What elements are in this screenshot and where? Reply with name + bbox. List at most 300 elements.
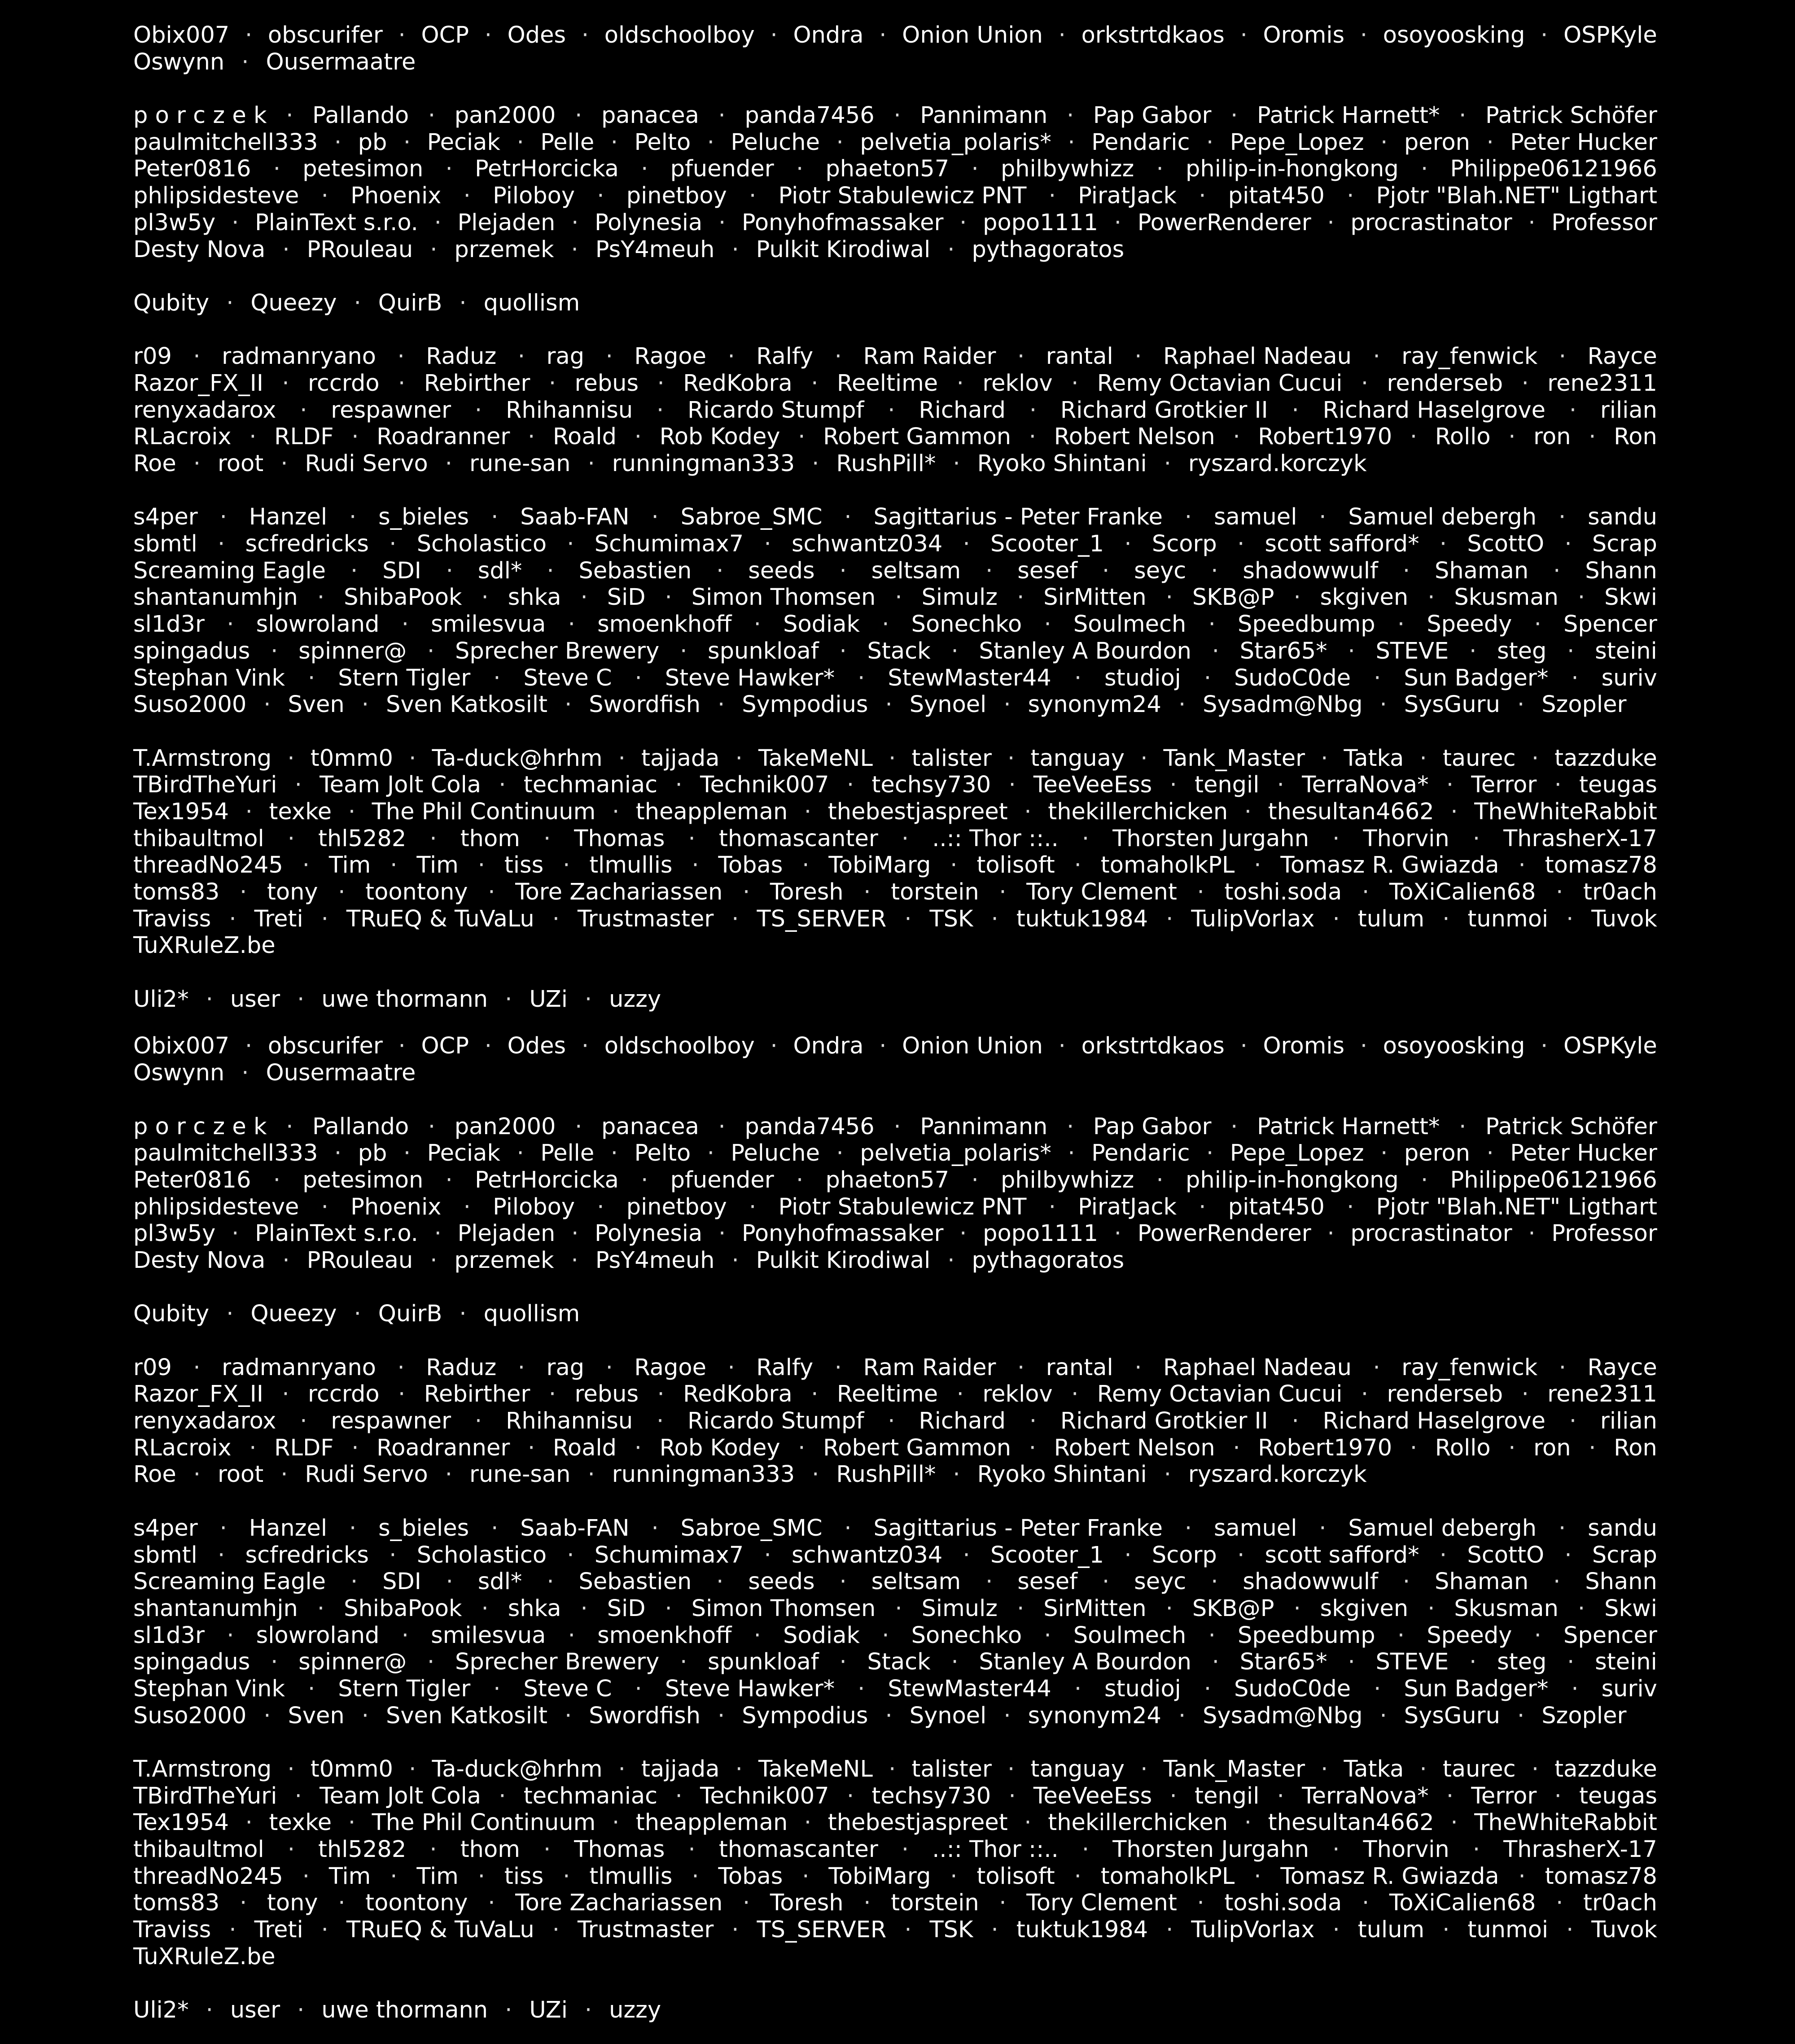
contributor-name: Thorvin: [1363, 825, 1449, 852]
contributor-name: Piotr Stabulewicz PNT: [778, 183, 1027, 210]
contributor-name: TerraNova*: [1302, 772, 1429, 799]
name-separator: ·: [240, 879, 247, 905]
name-separator: ·: [963, 531, 970, 558]
contributor-name: T.Armstrong: [133, 745, 272, 772]
contributor-name: PsY4meuh: [595, 236, 715, 263]
name-separator: ·: [294, 1782, 302, 1809]
name-separator: ·: [1571, 1675, 1579, 1702]
name-separator: ·: [445, 1461, 452, 1488]
contributor-name: QuirB: [378, 289, 442, 316]
name-separator: ·: [445, 156, 453, 183]
contributor-name: tazzduke: [1554, 745, 1657, 772]
name-separator: ·: [1254, 852, 1261, 879]
credits-line: [133, 370, 1657, 397]
name-separator: ·: [1517, 691, 1525, 718]
credits-line: [133, 504, 1657, 531]
name-separator: ·: [481, 584, 489, 611]
name-separator: ·: [1427, 584, 1435, 611]
name-separator: ·: [1321, 1756, 1328, 1782]
contributor-name: synonym24: [1028, 1702, 1161, 1729]
name-separator: ·: [302, 1863, 310, 1890]
name-separator: ·: [953, 1461, 960, 1488]
credits-block: [133, 102, 1657, 263]
contributor-name: Tim: [416, 1863, 459, 1890]
contributor-name: TobiMarg: [828, 852, 931, 879]
name-separator: ·: [459, 1301, 467, 1328]
name-separator: ·: [904, 905, 912, 932]
contributor-name: Scrap: [1592, 1542, 1657, 1568]
name-separator: ·: [568, 611, 575, 638]
name-separator: ·: [1361, 1381, 1369, 1408]
contributor-name: Swordfish: [589, 691, 701, 718]
contributor-name: panda7456: [744, 1113, 875, 1140]
contributor-name: Simulz: [921, 1595, 998, 1622]
contributor-name: RLDF: [274, 424, 334, 450]
credits-block: [133, 1301, 1657, 1328]
name-separator: ·: [901, 1836, 909, 1863]
contributor-name: Pendaric: [1091, 129, 1190, 156]
contributor-name: p o r c z e k: [133, 1113, 267, 1140]
name-separator: ·: [226, 1301, 234, 1328]
contributor-name: Robert1970: [1258, 1434, 1392, 1461]
name-separator: ·: [1024, 1809, 1032, 1836]
credits-line: [133, 1515, 1657, 1542]
name-separator: ·: [1564, 531, 1572, 558]
name-separator: ·: [300, 1408, 307, 1435]
name-separator: ·: [584, 1997, 592, 2024]
name-separator: ·: [273, 156, 280, 183]
name-separator: ·: [707, 1140, 714, 1167]
name-separator: ·: [575, 102, 582, 129]
name-separator: ·: [294, 772, 302, 799]
contributor-name: sl1d3r: [133, 611, 205, 638]
contributor-name: seltsam: [871, 1568, 961, 1595]
contributor-name: Oromis: [1263, 1033, 1345, 1060]
contributor-name: Philippe06121966: [1450, 156, 1657, 183]
contributor-name: tajjada: [641, 745, 720, 772]
contributor-name: Sodiak: [783, 611, 860, 638]
contributor-name: tiss: [504, 852, 544, 879]
name-separator: ·: [1559, 343, 1567, 370]
name-separator: ·: [488, 879, 495, 905]
contributor-name: ray_fenwick: [1401, 343, 1538, 370]
contributor-name: ToXiCalien68: [1389, 1890, 1536, 1917]
contributor-name: Tank_Master: [1163, 745, 1305, 772]
contributor-name: thom: [460, 825, 520, 852]
name-separator: ·: [597, 1193, 604, 1220]
name-separator: ·: [403, 1140, 411, 1167]
contributor-name: StewMaster44: [888, 664, 1051, 691]
credits-line: [133, 1676, 1657, 1703]
name-separator: ·: [488, 1890, 495, 1917]
contributor-name: uzzy: [609, 1997, 661, 2024]
name-separator: ·: [543, 825, 551, 852]
contributor-name: TuXRuleZ.be: [133, 1943, 276, 1970]
contributor-name: philip-in-hongkong: [1186, 1166, 1399, 1193]
contributor-name: SiD: [607, 584, 646, 611]
name-separator: ·: [985, 1568, 993, 1595]
contributor-name: Ryoko Shintani: [977, 450, 1147, 477]
name-separator: ·: [493, 1675, 501, 1702]
name-separator: ·: [971, 156, 979, 183]
contributor-name: Stanley A Bourdon: [979, 1649, 1191, 1676]
credits-line: [133, 852, 1657, 879]
name-separator: ·: [317, 584, 325, 611]
contributor-name: Sebastien: [578, 557, 692, 584]
contributor-name: Ta-duck@hrhm: [432, 1756, 603, 1782]
credits-line: [133, 611, 1657, 638]
contributor-name: seeds: [748, 1568, 815, 1595]
name-separator: ·: [1102, 557, 1110, 584]
contributor-name: SDI: [382, 1568, 421, 1595]
contributor-name: Simon Thomsen: [691, 584, 876, 611]
name-separator: ·: [885, 691, 893, 718]
contributor-name: SysGuru: [1404, 1702, 1500, 1729]
name-separator: ·: [1556, 1890, 1563, 1917]
contributor-name: slowroland: [256, 1622, 380, 1649]
name-separator: ·: [1081, 1836, 1090, 1863]
name-separator: ·: [1017, 1354, 1025, 1381]
name-separator: ·: [517, 1354, 525, 1381]
contributor-name: pythagoratos: [972, 236, 1125, 263]
name-separator: ·: [1212, 638, 1219, 664]
name-separator: ·: [427, 638, 435, 664]
contributor-name: Roe: [133, 1461, 176, 1488]
contributor-name: theappleman: [635, 1809, 788, 1836]
contributor-name: RushPill*: [836, 450, 936, 477]
credits-line: [133, 1381, 1657, 1408]
contributor-name: RushPill*: [836, 1461, 936, 1488]
credits-line: [133, 1568, 1657, 1595]
contributor-name: Oswynn: [133, 48, 225, 75]
contributor-name: steini: [1595, 1649, 1657, 1676]
contributor-name: thebestjaspreet: [827, 798, 1008, 825]
name-separator: ·: [446, 1568, 453, 1595]
name-separator: ·: [477, 1863, 485, 1890]
credits-line: [133, 450, 1657, 477]
credits-line: [133, 1863, 1657, 1890]
contributor-name: pfuender: [670, 1166, 774, 1193]
name-separator: ·: [568, 1622, 575, 1649]
contributor-name: user: [230, 1997, 280, 2024]
name-separator: ·: [836, 129, 844, 156]
name-separator: ·: [226, 289, 234, 316]
contributor-name: ron: [1533, 1434, 1571, 1461]
contributor-name: TBirdTheYuri: [133, 1782, 277, 1809]
contributor-name: pinetboy: [626, 1193, 727, 1220]
contributor-name: Raduz: [426, 1354, 497, 1381]
name-separator: ·: [991, 905, 998, 932]
name-separator: ·: [1029, 424, 1036, 450]
contributor-name: SirMitten: [1043, 1595, 1147, 1622]
contributor-name: Roald: [552, 1434, 617, 1461]
contributor-name: Pelle: [540, 129, 595, 156]
name-separator: ·: [812, 450, 819, 477]
name-separator: ·: [656, 1408, 664, 1435]
name-separator: ·: [885, 1702, 893, 1729]
credits-line: [133, 1247, 1657, 1274]
name-separator: ·: [321, 1193, 328, 1220]
name-separator: ·: [879, 22, 887, 48]
credits-block: [133, 1756, 1657, 1970]
contributor-name: ToXiCalien68: [1389, 879, 1536, 905]
name-separator: ·: [764, 1542, 771, 1568]
name-separator: ·: [1074, 1863, 1081, 1890]
contributor-name: The Phil Continuum: [372, 798, 596, 825]
contributor-name: Skusman: [1454, 1595, 1559, 1622]
name-separator: ·: [718, 691, 725, 718]
contributor-name: Scholastico: [416, 1542, 547, 1568]
contributor-name: rccrdo: [308, 1381, 380, 1408]
name-separator: ·: [587, 1461, 595, 1488]
name-separator: ·: [844, 504, 852, 531]
credits-line: [133, 1301, 1657, 1328]
contributor-name: ryszard.korczyk: [1188, 450, 1367, 477]
name-separator: ·: [587, 450, 595, 477]
name-separator: ·: [991, 1917, 998, 1944]
name-separator: ·: [1347, 183, 1354, 210]
name-separator: ·: [731, 1247, 739, 1274]
contributor-name: Ragoe: [634, 1354, 706, 1381]
contributor-name: PiratJack: [1078, 1193, 1177, 1220]
name-separator: ·: [1332, 905, 1340, 932]
contributor-name: tr0ach: [1583, 1890, 1657, 1917]
name-separator: ·: [263, 691, 271, 718]
contributor-name: Team Jolt Cola: [320, 1782, 481, 1809]
contributor-name: PowerRenderer: [1137, 1220, 1311, 1247]
name-separator: ·: [834, 343, 842, 370]
name-separator: ·: [953, 450, 960, 477]
name-separator: ·: [858, 664, 865, 691]
contributor-name: PsY4meuh: [595, 1247, 715, 1274]
credits-line: [133, 102, 1657, 129]
credits-block: [133, 504, 1657, 718]
name-separator: ·: [249, 424, 257, 450]
name-separator: ·: [901, 825, 909, 852]
name-separator: ·: [351, 1434, 359, 1461]
contributor-name: Rollo: [1435, 424, 1491, 450]
credits-line: [133, 1649, 1657, 1676]
contributor-name: paulmitchell333: [133, 129, 318, 156]
contributor-name: Roadranner: [377, 424, 510, 450]
name-separator: ·: [249, 1434, 257, 1461]
name-separator: ·: [951, 638, 959, 664]
contributor-name: Peter0816: [133, 1166, 251, 1193]
credits-line: [133, 745, 1657, 772]
contributor-name: t0mm0: [310, 1756, 394, 1782]
contributor-name: Richard Grotkier II: [1060, 397, 1268, 424]
name-separator: ·: [229, 905, 236, 932]
contributor-name: scott safford*: [1265, 1542, 1419, 1568]
credits-line: [133, 22, 1657, 49]
name-separator: ·: [1589, 1434, 1596, 1461]
name-separator: ·: [749, 183, 757, 210]
name-separator: ·: [1402, 557, 1410, 584]
name-separator: ·: [350, 1568, 358, 1595]
name-separator: ·: [398, 22, 406, 48]
name-separator: ·: [491, 1515, 499, 1542]
contributor-name: Soulmech: [1073, 611, 1186, 638]
name-separator: ·: [1450, 1809, 1458, 1836]
name-separator: ·: [804, 1809, 812, 1836]
name-separator: ·: [1230, 102, 1238, 129]
contributor-name: Obix007: [133, 1033, 230, 1060]
name-separator: ·: [321, 183, 328, 210]
name-separator: ·: [1556, 879, 1563, 905]
contributor-name: root: [217, 1461, 264, 1488]
contributor-name: SudoC0de: [1234, 1675, 1351, 1702]
name-separator: ·: [1541, 22, 1548, 48]
name-separator: ·: [287, 745, 295, 772]
name-separator: ·: [398, 370, 406, 397]
contributor-name: Pallando: [312, 1113, 409, 1140]
contributor-name: PlainText s.r.o.: [255, 209, 418, 236]
credits-line: [133, 906, 1657, 933]
name-separator: ·: [1029, 1408, 1037, 1435]
name-separator: ·: [742, 1890, 750, 1917]
name-separator: ·: [206, 1997, 213, 2024]
name-separator: ·: [1124, 1542, 1132, 1568]
contributor-name: Raduz: [426, 343, 497, 370]
name-separator: ·: [1469, 638, 1477, 664]
contributor-name: Spencer: [1563, 611, 1657, 638]
name-separator: ·: [665, 1595, 672, 1622]
credits-block: [133, 745, 1657, 960]
contributor-name: Steve Hawker*: [665, 664, 835, 691]
contributor-name: Oswynn: [133, 1060, 225, 1087]
name-separator: ·: [1156, 1166, 1164, 1193]
name-separator: ·: [280, 450, 288, 477]
contributor-name: Rebirther: [424, 370, 530, 397]
contributor-name: teugas: [1579, 772, 1657, 799]
contributor-name: Stack: [867, 638, 931, 664]
name-separator: ·: [1459, 102, 1467, 129]
contributor-name: s4per: [133, 504, 198, 531]
credits-line: [133, 1783, 1657, 1810]
name-separator: ·: [263, 1702, 271, 1729]
name-separator: ·: [403, 129, 411, 156]
name-separator: ·: [605, 343, 613, 370]
contributor-name: torstein: [891, 879, 979, 905]
contributor-name: user: [230, 986, 280, 1013]
name-separator: ·: [1003, 1702, 1011, 1729]
contributor-name: Razor_FX_II: [133, 1381, 263, 1408]
name-separator: ·: [1566, 905, 1574, 932]
contributor-name: sbmtl: [133, 531, 197, 558]
contributor-name: TerraNova*: [1302, 1782, 1429, 1809]
name-separator: ·: [1528, 209, 1536, 236]
contributor-name: Suso2000: [133, 691, 247, 718]
contributor-name: tuktuk1984: [1016, 905, 1148, 932]
name-separator: ·: [1233, 1434, 1240, 1461]
name-separator: ·: [1486, 1140, 1494, 1167]
contributor-name: Remy Octavian Cucui: [1097, 370, 1343, 397]
name-separator: ·: [1319, 504, 1327, 531]
contributor-name: Robert Gammon: [823, 1434, 1011, 1461]
contributor-name: Speedy: [1427, 611, 1512, 638]
contributor-name: PlainText s.r.o.: [255, 1220, 418, 1247]
contributor-name: Synoel: [909, 691, 987, 718]
contributor-name: tony: [267, 879, 318, 905]
contributor-name: Schumimax7: [594, 531, 744, 558]
name-separator: ·: [351, 424, 359, 450]
name-separator: ·: [241, 48, 249, 75]
name-separator: ·: [193, 1354, 201, 1381]
contributor-name: Trustmaster: [577, 1917, 714, 1944]
contributor-name: paulmitchell333: [133, 1140, 318, 1167]
name-separator: ·: [338, 879, 346, 905]
contributor-name: Hanzel: [249, 504, 328, 531]
name-separator: ·: [1293, 1595, 1301, 1622]
name-separator: ·: [350, 557, 358, 584]
contributor-name: Rollo: [1435, 1434, 1491, 1461]
contributor-name: Ricardo Stumpf: [687, 1408, 864, 1435]
contributor-name: Speedbump: [1238, 1622, 1375, 1649]
contributor-name: rebus: [574, 1381, 639, 1408]
contributor-name: Pepe_Lopez: [1230, 1140, 1364, 1167]
name-separator: ·: [397, 343, 405, 370]
contributor-name: Tatka: [1344, 1756, 1404, 1782]
contributor-name: ron: [1533, 424, 1571, 450]
name-separator: ·: [389, 531, 397, 558]
name-separator: ·: [1068, 1140, 1075, 1167]
contributor-name: Traviss: [133, 905, 211, 932]
name-separator: ·: [398, 1381, 406, 1408]
name-separator: ·: [245, 1033, 253, 1060]
contributor-name: osoyoosking: [1383, 22, 1525, 48]
contributor-name: Philippe06121966: [1450, 1166, 1657, 1193]
name-separator: ·: [802, 852, 810, 879]
name-separator: ·: [1204, 664, 1212, 691]
name-separator: ·: [1058, 22, 1066, 48]
contributor-name: panda7456: [744, 102, 875, 129]
contributor-name: seyc: [1134, 557, 1186, 584]
contributor-name: Ram Raider: [863, 343, 996, 370]
name-separator: ·: [463, 183, 471, 210]
name-separator: ·: [1360, 22, 1368, 48]
contributor-name: philbywhizz: [1000, 156, 1134, 183]
contributor-name: Sprecher Brewery: [455, 1649, 660, 1676]
name-separator: ·: [1081, 825, 1090, 852]
name-separator: ·: [1518, 852, 1526, 879]
name-separator: ·: [753, 611, 761, 638]
contributor-name: Team Jolt Cola: [320, 772, 481, 799]
name-separator: ·: [227, 611, 234, 638]
name-separator: ·: [610, 1140, 618, 1167]
contributor-name: tony: [267, 1890, 318, 1917]
name-separator: ·: [505, 986, 512, 1013]
contributor-name: smoenkhoff: [597, 611, 732, 638]
name-separator: ·: [505, 1997, 512, 2024]
contributor-name: SirMitten: [1043, 584, 1147, 611]
contributor-name: Peter0816: [133, 156, 251, 183]
contributor-name: rilian: [1600, 1408, 1657, 1435]
name-separator: ·: [1419, 745, 1427, 772]
name-separator: ·: [692, 1863, 699, 1890]
name-separator: ·: [1029, 397, 1037, 424]
contributor-name: Roald: [552, 424, 617, 450]
credits-line: [133, 1836, 1657, 1863]
contributor-name: Speedbump: [1238, 611, 1375, 638]
contributor-name: Tore Zachariassen: [515, 1890, 723, 1917]
name-separator: ·: [1071, 1381, 1079, 1408]
name-separator: ·: [193, 1461, 201, 1488]
contributor-name: Ponyhofmassaker: [741, 1220, 944, 1247]
name-separator: ·: [1348, 638, 1355, 664]
contributor-name: r09: [133, 343, 172, 370]
contributor-name: OCP: [421, 1033, 469, 1060]
name-separator: ·: [389, 1542, 397, 1568]
